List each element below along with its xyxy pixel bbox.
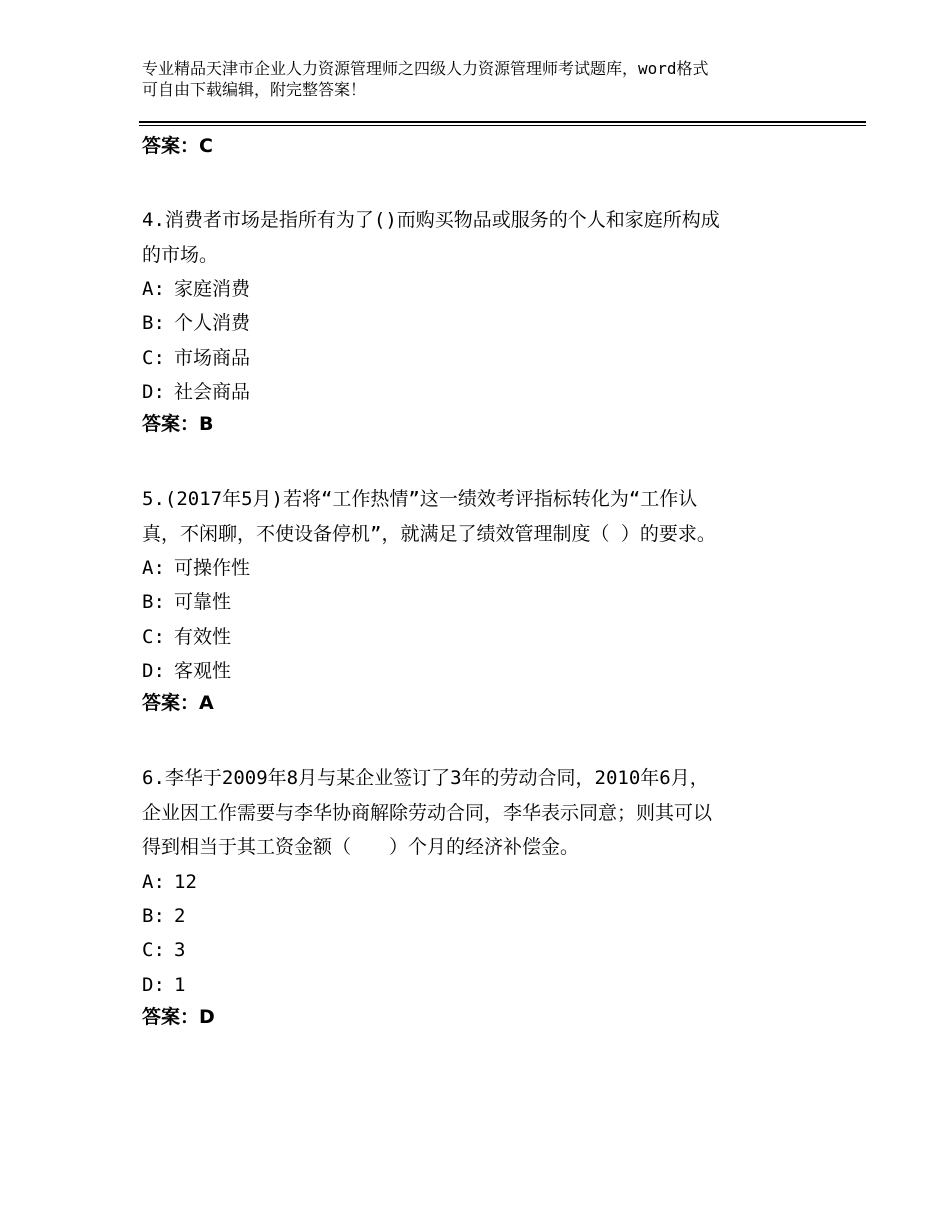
question-text-line: 5.(2017年5月)若将“工作热情”这一绩效考评指标转化为“工作认 — [142, 488, 698, 511]
option-c — [142, 341, 842, 375]
previous-answer: 答案：C — [142, 135, 213, 157]
option-d — [142, 375, 842, 409]
option-a — [142, 272, 842, 306]
option-key: B: — [142, 312, 165, 335]
option-text: 市场商品 — [174, 346, 251, 369]
option-key: C: — [142, 939, 165, 962]
option-text: 客观性 — [174, 660, 232, 683]
option-key: A: — [142, 278, 165, 300]
option-text: 可操作性 — [174, 557, 251, 580]
document-header — [142, 58, 822, 100]
header-rule-thick — [139, 121, 866, 123]
option-key: C: — [142, 625, 165, 648]
question-4 — [142, 203, 842, 439]
option-key: C: — [142, 346, 165, 369]
question-6 — [142, 761, 842, 1032]
option-text: 2 — [174, 905, 186, 928]
option-text: 个人消费 — [174, 312, 251, 335]
option-text: 12 — [174, 870, 197, 893]
header-rule-thin — [139, 125, 866, 126]
question-text-line: 4.消费者市场是指所有为了()而购买物品或服务的个人和家庭所构成 — [142, 209, 720, 231]
option-text: 社会商品 — [174, 380, 251, 403]
answer: 答案：A — [142, 692, 214, 715]
option-b — [142, 306, 842, 340]
option-b — [142, 899, 842, 933]
option-text: 可靠性 — [174, 591, 232, 614]
option-c — [142, 933, 842, 967]
document-body — [142, 130, 842, 1032]
option-text: 有效性 — [174, 625, 232, 648]
question-text-line: 企业因工作需要与李华协商解除劳动合同，李华表示同意；则其可以 — [142, 801, 713, 824]
question-text-line: 得到相当于其工资金额（ ）个月的经济补偿金。 — [142, 836, 580, 859]
option-d — [142, 654, 842, 688]
option-key: D: — [142, 973, 165, 996]
option-key: B: — [142, 905, 165, 928]
answer: 答案：B — [142, 413, 214, 436]
option-key: A: — [142, 870, 165, 893]
option-key: D: — [142, 380, 165, 403]
question-5 — [142, 482, 842, 718]
option-a — [142, 551, 842, 585]
option-key: B: — [142, 591, 165, 614]
option-b — [142, 585, 842, 619]
question-text-line: 的市场。 — [142, 243, 219, 266]
option-a — [142, 865, 842, 899]
option-text: 1 — [174, 973, 186, 996]
option-text: 家庭消费 — [174, 278, 251, 300]
header-line-2: 可自由下载编辑，附完整答案！ — [142, 80, 367, 99]
answer: 答案：D — [142, 1006, 215, 1029]
header-line-1: 专业精品天津市企业人力资源管理师之四级人力资源管理师考试题库，word格式 — [142, 59, 709, 78]
option-key: D: — [142, 660, 165, 683]
option-d — [142, 968, 842, 1002]
option-c — [142, 620, 842, 654]
question-text-line: 6.李华于2009年8月与某企业签订了3年的劳动合同，2010年6月， — [142, 767, 709, 790]
option-text: 3 — [174, 939, 186, 962]
question-text-line: 真，不闲聊，不使设备停机”，就满足了绩效管理制度（ ）的要求。 — [142, 522, 716, 545]
option-key: A: — [142, 557, 165, 580]
